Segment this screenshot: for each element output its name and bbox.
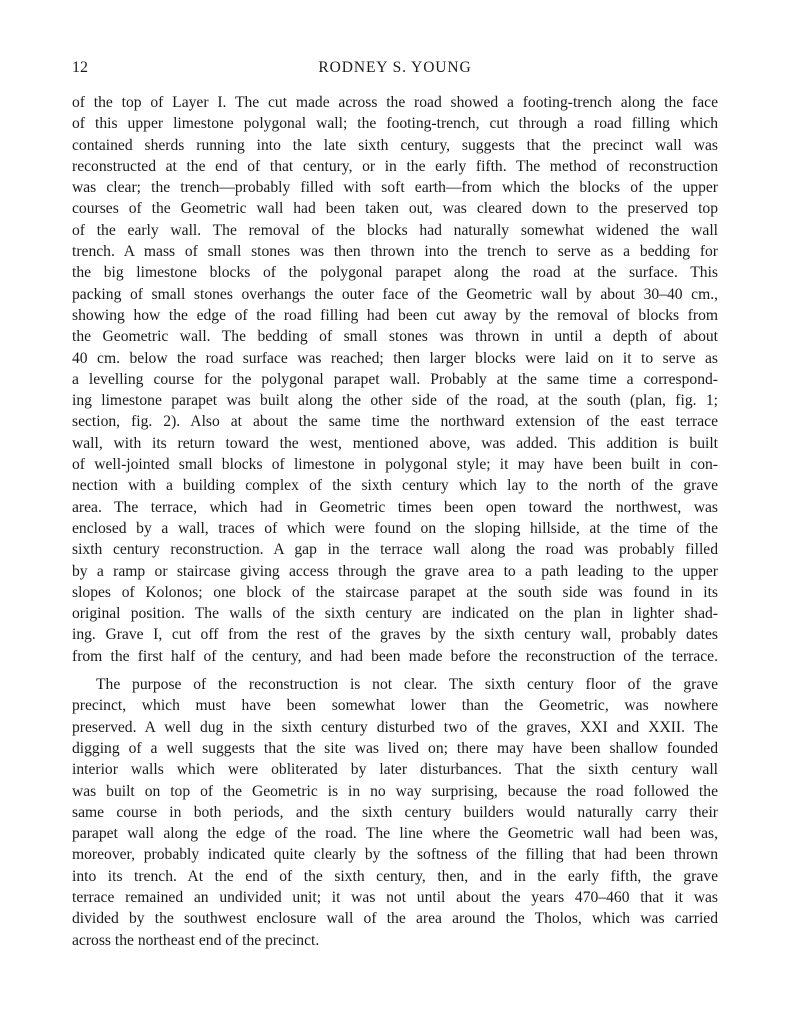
text-line: was built on top of the Geometric is in no way surprising, because the road followed the: [72, 782, 718, 800]
text-line: of the top of Layer I. The cut made across the road showed a footing-trench along the face: [72, 94, 718, 111]
text-line: ing. Grave I, cut off from the rest of the graves by the sixth century wall, probably dates: [72, 626, 718, 644]
text-line: ing limestone parapet was built along the other side of the road, at the south (plan, fig. 1;: [72, 392, 718, 410]
text-line: slopes of Kolonos; one block of the staircase parapet at the south side was found in its: [72, 583, 718, 601]
page-number: 12: [72, 59, 88, 76]
text-line: moreover, probably indicated quite clearly by the softness of the filling that had been thrown: [72, 846, 718, 864]
text-line: was clear; the trench—probably filled with soft earth—from which the blocks of the upper: [72, 179, 718, 197]
text-line: of this upper limestone polygonal wall; the footing-trench, cut through a road filling which: [72, 115, 718, 133]
text-line: of the early wall. The removal of the blocks had naturally somewhat widened the wall: [72, 221, 718, 239]
text-line: same course in both periods, and the sixth century builders would naturally carry their: [72, 803, 718, 821]
text-line: packing of small stones overhangs the outer face of the Geometric wall by about 30–40 cm.,: [72, 285, 718, 303]
text-line: of well-jointed small blocks of limestone in polygonal style; it may have been built in con-: [72, 456, 718, 474]
text-line: reconstructed at the end of that century, or in the early fifth. The method of reconstruction: [72, 157, 718, 175]
text-line: into its trench. At the end of the sixth century, then, and in the early fifth, the grave: [72, 867, 718, 885]
text-line: courses of the Geometric wall had been taken out, was cleared down to the preserved top: [72, 200, 718, 218]
page-header: [72, 59, 718, 81]
text-line: by a ramp or staircase giving access through the grave area to a path leading to the upper: [72, 562, 718, 580]
text-line: trench. A mass of small stones was then thrown into the trench to serve as a bedding for: [72, 243, 718, 261]
text-line: terrace remained an undivided unit; it was not until about the years 470–460 that it was: [72, 888, 718, 906]
text-line: section, fig. 2). Also at about the same time the northward extension of the east terrace: [72, 413, 718, 431]
text-line: preserved. A well dug in the sixth century disturbed two of the graves, XXI and XXII. The: [72, 718, 718, 736]
text-line: 40 cm. below the road surface was reached; then larger blocks were laid on it to serve as: [72, 349, 718, 367]
paragraph: [72, 674, 718, 951]
running-head: RODNEY S. YOUNG: [318, 59, 472, 76]
text-line: nection with a building complex of the sixth century which lay to the north of the grave: [72, 477, 718, 495]
text-line: showing how the edge of the road filling had been cut away by the removal of blocks from: [72, 306, 718, 324]
text-line: across the northeast end of the precinct.: [72, 931, 320, 949]
text-line: sixth century reconstruction. A gap in the terrace wall along the road was probably filled: [72, 541, 718, 559]
text-line: area. The terrace, which had in Geometric times been open toward the northwest, was: [72, 498, 718, 516]
paragraph: [72, 92, 718, 667]
body-text: [72, 92, 718, 951]
text-line: a levelling course for the polygonal parapet wall. Probably at the same time a correspond-: [72, 370, 718, 388]
text-line: digging of a well suggests that the site was lived on; there may have been shallow founded: [72, 739, 718, 757]
text-line: enclosed by a wall, traces of which were found on the sloping hillside, at the time of the: [72, 519, 718, 537]
text-line: wall, with its return toward the west, mentioned above, was added. This addition is built: [72, 434, 718, 452]
text-line: parapet wall along the edge of the road. The line where the Geometric wall had been was,: [72, 825, 718, 843]
text-line: from the first half of the century, and had been made before the reconstruction of the terrace.: [72, 647, 718, 665]
text-line: contained sherds running into the late sixth century, suggests that the precinct wall was: [72, 136, 718, 154]
text-line: precinct, which must have been somewhat lower than the Geometric, was nowhere: [72, 697, 718, 715]
text-line: divided by the southwest enclosure wall of the area around the Tholos, which was carried: [72, 910, 718, 928]
text-line: the Geometric wall. The bedding of small stones was thrown in until a depth of about: [72, 328, 718, 346]
text-line: original position. The walls of the sixth century are indicated on the plan in lighter shad-: [72, 605, 718, 623]
text-line: the big limestone blocks of the polygonal parapet along the road at the surface. This: [72, 264, 718, 282]
text-line: interior walls which were obliterated by later disturbances. That the sixth century wall: [72, 761, 718, 779]
text-line: The purpose of the reconstruction is not clear. The sixth century floor of the grave: [96, 676, 718, 694]
